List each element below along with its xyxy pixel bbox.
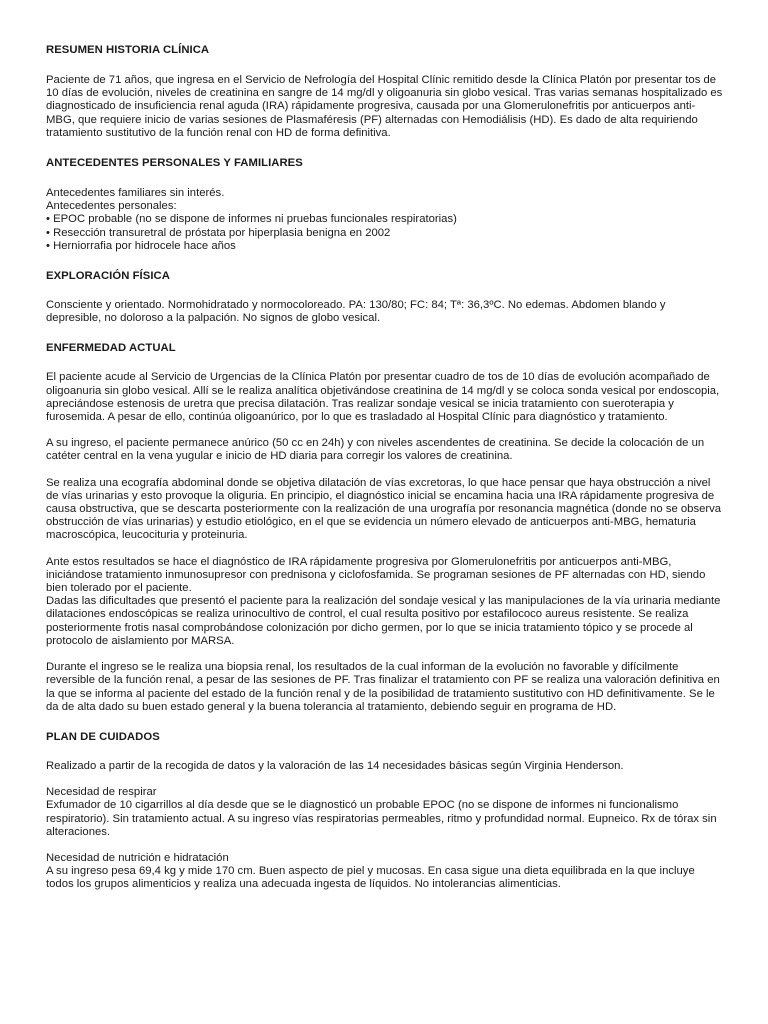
text-line: Antecedentes personales:: [46, 200, 177, 213]
text-line: Consciente y orientado. Normohidratado y normocoloreado. PA: 130/80; FC: 84; Tª: 36,3ºC. No edemas. Abdomen blando y: [46, 299, 666, 312]
subsection-title: Necesidad de respirar: [46, 786, 157, 799]
paragraph: [46, 371, 726, 424]
text-line: Antecedentes familiares sin interés.: [46, 187, 225, 200]
section-heading: RESUMEN HISTORIA CLÍNICA: [46, 44, 210, 56]
text-line: todos los grupos alimenticios y realiza una adecuada ingesta de líquidos. No intolerancias alimenticias.: [46, 878, 561, 891]
paragraph: [46, 437, 726, 463]
text-line: tratamiento sustitutivo de la función renal con HD de forma definitiva.: [46, 126, 391, 139]
text-line: Paciente de 71 años, que ingresa en el Servicio de Nefrología del Hospital Clínic remitido desde la Clínica Platón por presentar tos de: [46, 74, 717, 86]
paragraph: [46, 661, 726, 714]
text-line: A su ingreso pesa 69,4 kg y mide 170 cm. Buen aspecto de piel y mucosas. En casa sigue una dieta equilibrada en la que incluye: [46, 865, 695, 878]
text-line: posteriormente frotis nasal comprobándose colonización por dicho germen, por lo que se inicia tratamiento tópico y se procede al: [46, 621, 693, 634]
text-line: apreciándose estenosis de uretra que precisa dilatación. Tras realizar sondaje vesical se inicia tratamiento con sueroterapia y: [46, 397, 674, 410]
paragraph: [46, 852, 726, 892]
text-line: causa obstructiva, que se descarta posteriormente con la realización de una urografía por resonancia magnética (donde no se observa: [46, 503, 722, 516]
text-line: macroscópica, leucocituria y proteinuria.: [46, 529, 248, 542]
text-line: Durante el ingreso se le realiza una biopsia renal, los resultados de la cual informan de la evolución no favorable y difícilmente: [46, 661, 679, 674]
text-line: protocolo de aislamiento por MARSA.: [46, 634, 235, 647]
text-line: respiratorio). Sin tratamiento actual. A su ingreso vías respiratorias permeables, ritmo y profundidad normal. Eupneico. Rx de tórax sin: [46, 812, 717, 825]
list-item: • EPOC probable (no se dispone de informes ni pruebas funcionales respiratorias): [46, 213, 457, 226]
paragraph: [46, 760, 726, 773]
text-line: MBG, que requiere inicio de varias sesiones de Plasmaféresis (PF) alternadas con Hemodiálisis (HD). Es dado de alta requiriendo: [46, 113, 698, 126]
text-line: obstrucción de vías urinarias) y estudio etiológico, en el que se evidencia un número elevado de anticuerpos anti-MBG, hematuria: [46, 516, 696, 529]
text-line: 10 días de evolución, niveles de creatinina en sangre de 14 mg/dl y oligoanuria sin globo vesical. Tras varias semanas hospitalizado es: [46, 87, 723, 100]
text-line: diagnosticado de insuficiencia renal aguda (IRA) rápidamente progresiva, causada por una Glomerulonefritis por anticuerpos anti-: [46, 100, 696, 113]
list-item: • Resección transuretral de próstata por hiperplasia benigna en 2002: [46, 226, 391, 239]
text-line: Dadas las dificultades que presentó el paciente para la realización del sondaje vesical y las manipulaciones de la vía urinaria mediante: [46, 595, 721, 608]
text-line: Realizado a partir de la recogida de datos y la valoración de las 14 necesidades básicas según Virginia Henderson.: [46, 759, 624, 772]
text-line: depresible, no doloroso a la palpación. No signos de globo vesical.: [46, 312, 381, 325]
text-line: iniciándose tratamiento inmunosupresor con prednisona y ciclofosfamida. Se programan sesiones de PF alternadas con HD, siendo: [46, 568, 706, 581]
text-line: dilataciones endoscópicas se realiza urinocultivo de control, el cual resulta positivo por estafilococo aureus resistente. Se realiza: [46, 608, 689, 621]
text-line: A su ingreso, el paciente permanece anúrico (50 cc en 24h) y con niveles ascendentes de creatinina. Se decide la colocación de un: [46, 437, 705, 450]
list-item: • Herniorrafia por hidrocele hace años: [46, 239, 236, 252]
text-line: El paciente acude al Servicio de Urgencias de la Clínica Platón por presentar cuadro de tos de 10 días de evolución acompañado de: [46, 371, 710, 384]
subsection-title: Necesidad de nutrición e hidratación: [46, 851, 229, 864]
paragraph: [46, 556, 726, 648]
paragraph: [46, 187, 726, 253]
text-line: alteraciones.: [46, 825, 111, 838]
section-heading: EXPLORACIÓN FÍSICA: [46, 270, 170, 283]
text-line: furosemida. A pesar de ello, continúa oligoanúrico, por lo que es trasladado al Hospital Clínic para diagnóstico y tratamiento.: [46, 411, 668, 424]
document-page: [46, 43, 726, 892]
section-heading: PLAN DE CUIDADOS: [46, 730, 160, 743]
paragraph: [46, 786, 726, 839]
section-heading: ENFERMEDAD ACTUAL: [46, 342, 176, 355]
text-line: de vías urinarias y esto provoque la oliguria. En principio, el diagnóstico inicial se encamina hacia una IRA rápidamente progresiva de: [46, 489, 715, 502]
text-line: reversible de la función renal, a pesar de las sesiones de PF. Tras finalizar el tratamiento con PF se realiza una valoración definitiva en: [46, 674, 720, 687]
text-line: la que se informa al paciente del estado de la función renal y de la posibilidad de tratamiento sustitutivo con HD definitivamente. Se le: [46, 687, 715, 700]
text-line: oligoanuria sin globo vesical. Allí se le realiza analítica objetivándose creatinina de 14 mg/dl y se coloca sonda vesical por endoscopia,: [46, 384, 720, 397]
paragraph: [46, 299, 726, 325]
text-line: da de alta dado su buen estado general y la buena tolerancia al tratamiento, debiendo seguir en programa de HD.: [46, 700, 617, 713]
text-line: Se realiza una ecografía abdominal donde se objetiva dilatación de vías excretoras, lo que hace pensar que haya obstrucción a nivel: [46, 476, 711, 489]
section-heading: ANTECEDENTES PERSONALES Y FAMILIARES: [46, 157, 303, 170]
text-line: bien tolerado por el paciente.: [46, 582, 192, 595]
paragraph: [46, 74, 726, 140]
paragraph: [46, 477, 726, 543]
text-line: catéter central en la vena yugular e inicio de HD diaria para corregir los valores de creatinina.: [46, 450, 513, 463]
text-line: Ante estos resultados se hace el diagnóstico de IRA rápidamente progresiva por Glomerulonefritis por anticuerpos anti-MBG,: [46, 555, 672, 568]
text-line: Exfumador de 10 cigarrillos al día desde que se le diagnosticó un probable EPOC (no se dispone de informes ni funcionalismo: [46, 799, 679, 812]
